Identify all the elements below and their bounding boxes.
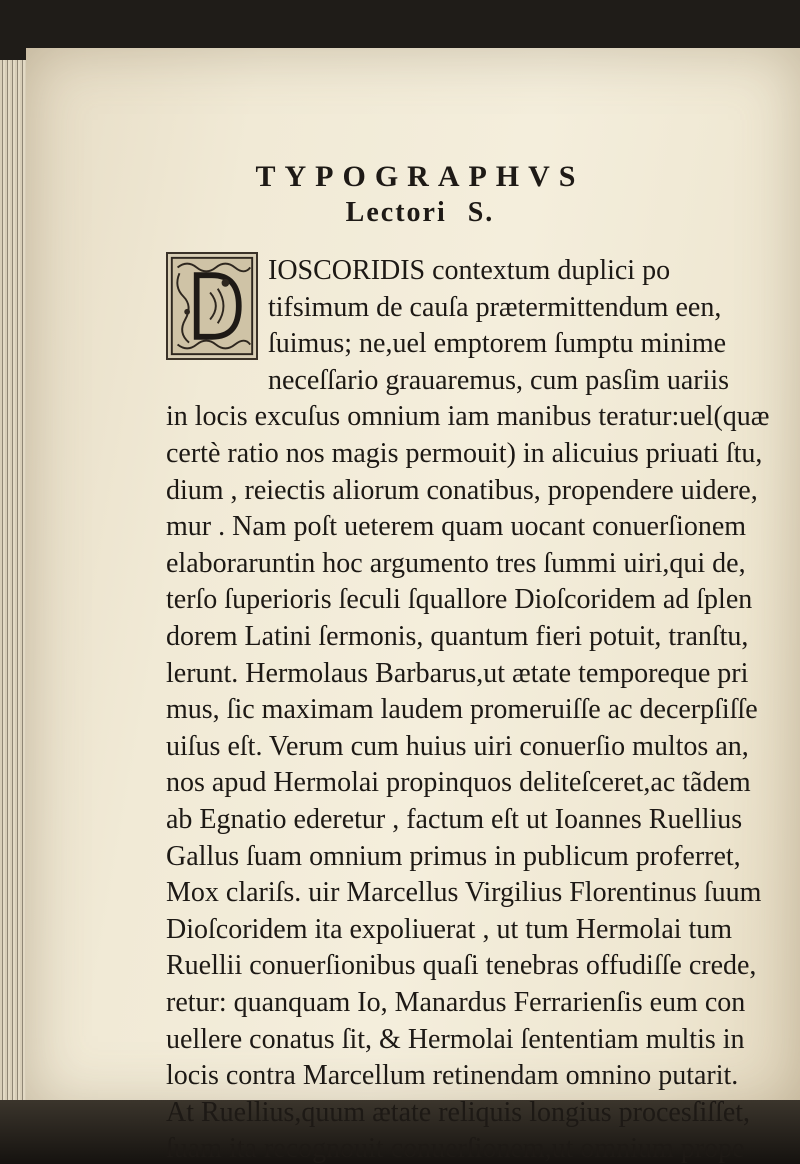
text-line: dium , reiectis aliorum conatibus, propendere uidere, [166,474,758,506]
text-line: locis contra Marcellum retinendam omnino putarit. [166,1060,739,1092]
decorated-initial-d-icon [166,252,258,360]
text-line: uellere conatus ſit, & Hermolai ſententiam multis in [166,1023,745,1055]
text-line: mus, ſic maximam laudem promeruiſſe ac decerpſiſſe [166,694,758,726]
text-line: Dioſcoridem ita expoliuerat , ut tum Hermolai tum [166,913,733,945]
text-line: in locis excuſus omnium iam manibus teratur:uel(quæ [166,401,770,433]
text-line: mur . Nam poſt ueterem quam uocant conuerſionem [166,511,747,543]
text-line: neceſſario grauaremus, cum pasſim uariis [268,364,730,396]
text-line: ſuam ita recognouit conuerſionem,ut omnium prope [166,1133,745,1164]
text-line: ſuimus; ne,uel emptorem ſumptu minime [268,328,727,360]
running-head-title: TYPOGRAPHVS [255,160,585,193]
text-line: nos apud Hermolai propinquos deliteſceret,ac tãdem [166,767,751,799]
text-line: ab Egnatio ederetur , factum eſt ut Ioannes Ruellius [166,804,743,835]
text-line: elaboraruntin hoc argumento tres ſummi uiri,qui de, [166,547,746,579]
text-line: Ruellii conuerſionibus quaſi tenebras offudiſſe crede, [166,950,757,982]
text-line: uiſus eſt. Verum cum huius uiri conuerſio multos an, [166,730,749,762]
text-line: lerunt. Hermolaus Barbarus,ut ætate temporeque pri [166,657,749,689]
running-head-subtitle: Lectori S. [345,197,495,228]
text-line: terſo ſuperioris ſeculi ſquallore Dioſcoridem ad ſplen [166,584,753,616]
text-line: Gallus ſuam omnium primus in publicum proferret, [166,840,741,872]
text-line: retur: quanquam Io, Manardus Ferrarienſis eum con [166,987,746,1018]
text-line: At Ruellius,quum ætate reliquis longius procesſiſſet, [166,1096,751,1128]
text-line: tifsimum de cauſa prætermittendum een, [268,291,722,323]
text-line: certè ratio nos magis permouit) in alicuius priuati ſtu, [166,438,763,469]
text-line: IOSCORIDIS contextum duplici po [268,255,671,286]
text-line: Mox clariſs. uir Marcellus Virgilius Florentinus ſuum [166,877,762,909]
text-line: dorem Latini ſermonis, quantum fieri potuit, tranſtu, [166,621,749,652]
